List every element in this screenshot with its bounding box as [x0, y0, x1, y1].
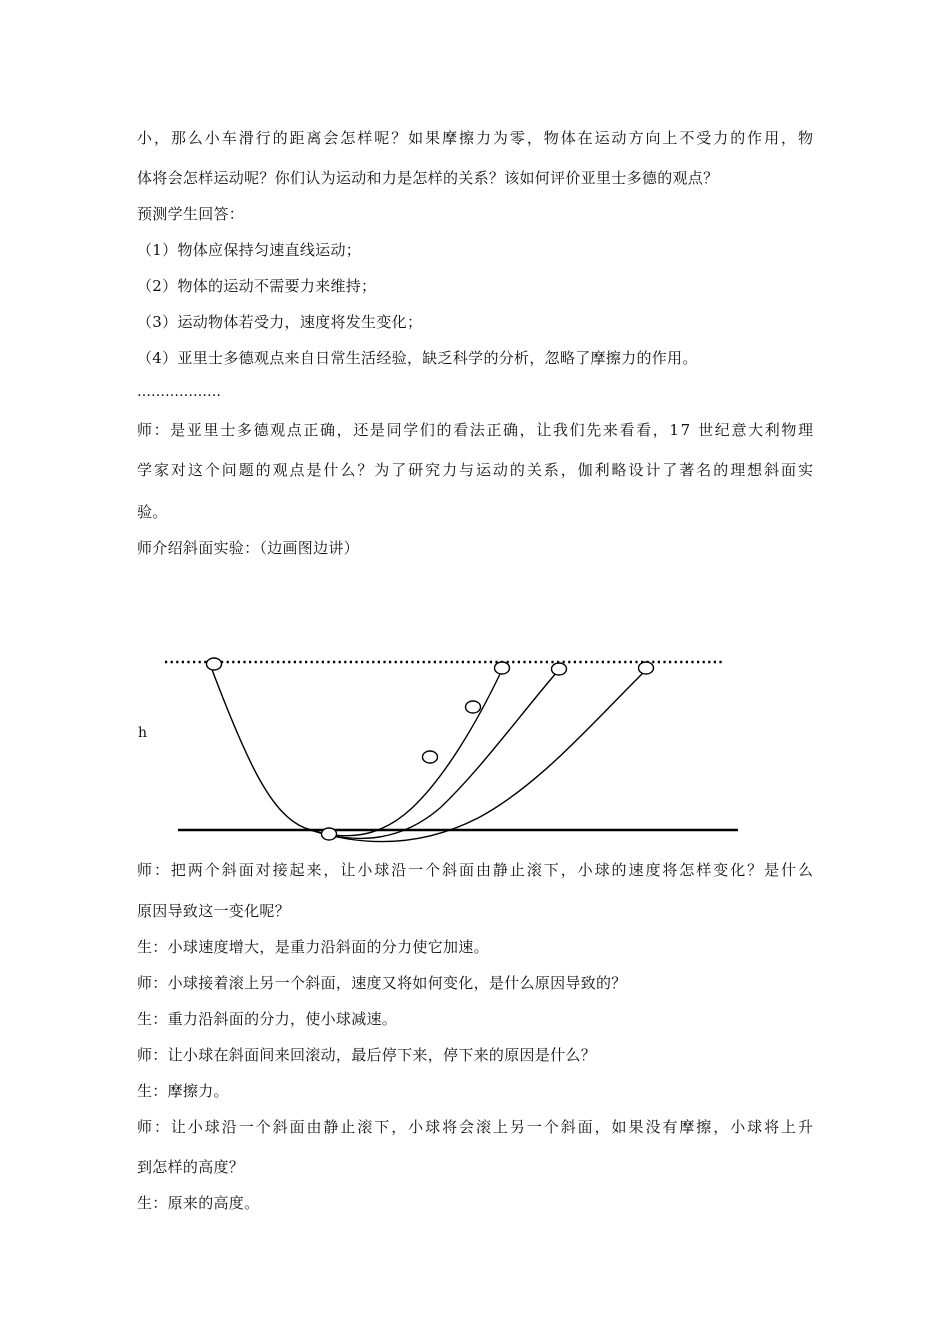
predict-heading: 预测学生回答： [137, 205, 245, 223]
text-line: 学家对这个问题的观点是什么？为了研究力与运动的关系，伽利略设计了著名的理想斜面实 [137, 461, 815, 479]
paragraph-line: 师介绍斜面实验：（边画图边讲） [137, 539, 360, 557]
answer-item-3: （3）运动物体若受力，速度将发生变化； [137, 313, 423, 331]
paragraph-line [137, 860, 813, 880]
paragraph-line: 体将会怎样运动呢？你们认为运动和力是怎样的关系？该如何评价亚里士多德的观点？ [137, 169, 719, 187]
paragraph-line [137, 1117, 813, 1137]
paragraph-line: 原因导致这一变化呢？ [137, 902, 291, 920]
teacher-question: 师：小球接着滚上另一个斜面，速度又将如何变化，是什么原因导致的？ [137, 974, 627, 992]
teacher-question: 师：让小球在斜面间来回滚动，最后停下来，停下来的原因是什么？ [137, 1046, 597, 1064]
paragraph-line: 验。 [137, 503, 168, 521]
text-line: 师：让小球沿一个斜面由静止滚下，小球将会滚上另一个斜面，如果没有摩擦，小球将上升 [137, 1118, 815, 1136]
ball-on-slope-lower [423, 751, 438, 763]
ball-bottom [322, 828, 337, 840]
text-line: 小，那么小车滑行的距离会怎样呢？如果摩擦力为零，物体在运动方向上不受力的作用，物 [137, 129, 815, 147]
height-label: h [138, 725, 148, 741]
text-line: 师：把两个斜面对接起来，让小球沿一个斜面由静止滚下，小球的速度将怎样变化？是什么 [137, 861, 815, 879]
answer-item-1: （1）物体应保持匀速直线运动； [137, 241, 362, 259]
answer-item-2: （2）物体的运动不需要力来维持； [137, 277, 377, 295]
answer-item-4: （4）亚里士多德观点来自日常生活经验，缺乏科学的分析，忽略了摩擦力的作用。 [137, 349, 698, 367]
student-reply: 生：原来的高度。 [137, 1194, 260, 1212]
slope-curve-steep [211, 667, 501, 836]
ball-on-slope-upper [466, 701, 481, 713]
ball-top-medium [552, 663, 567, 675]
paragraph-line: 到怎样的高度？ [137, 1158, 245, 1176]
text-line: 师：是亚里士多德观点正确，还是同学们的看法正确，让我们先来看看，17 世纪意大利物理 [137, 421, 815, 439]
ball-top-steep [495, 662, 510, 674]
ellipsis: ……………… [137, 384, 221, 400]
ball-start [207, 658, 222, 670]
slope-curve-gentle [310, 672, 644, 842]
ball-top-gentle [639, 662, 654, 674]
student-reply: 生：小球速度增大，是重力沿斜面的分力使它加速。 [137, 938, 489, 956]
student-reply: 生：摩擦力。 [137, 1082, 229, 1100]
student-reply: 生：重力沿斜面的分力，使小球减速。 [137, 1010, 398, 1028]
